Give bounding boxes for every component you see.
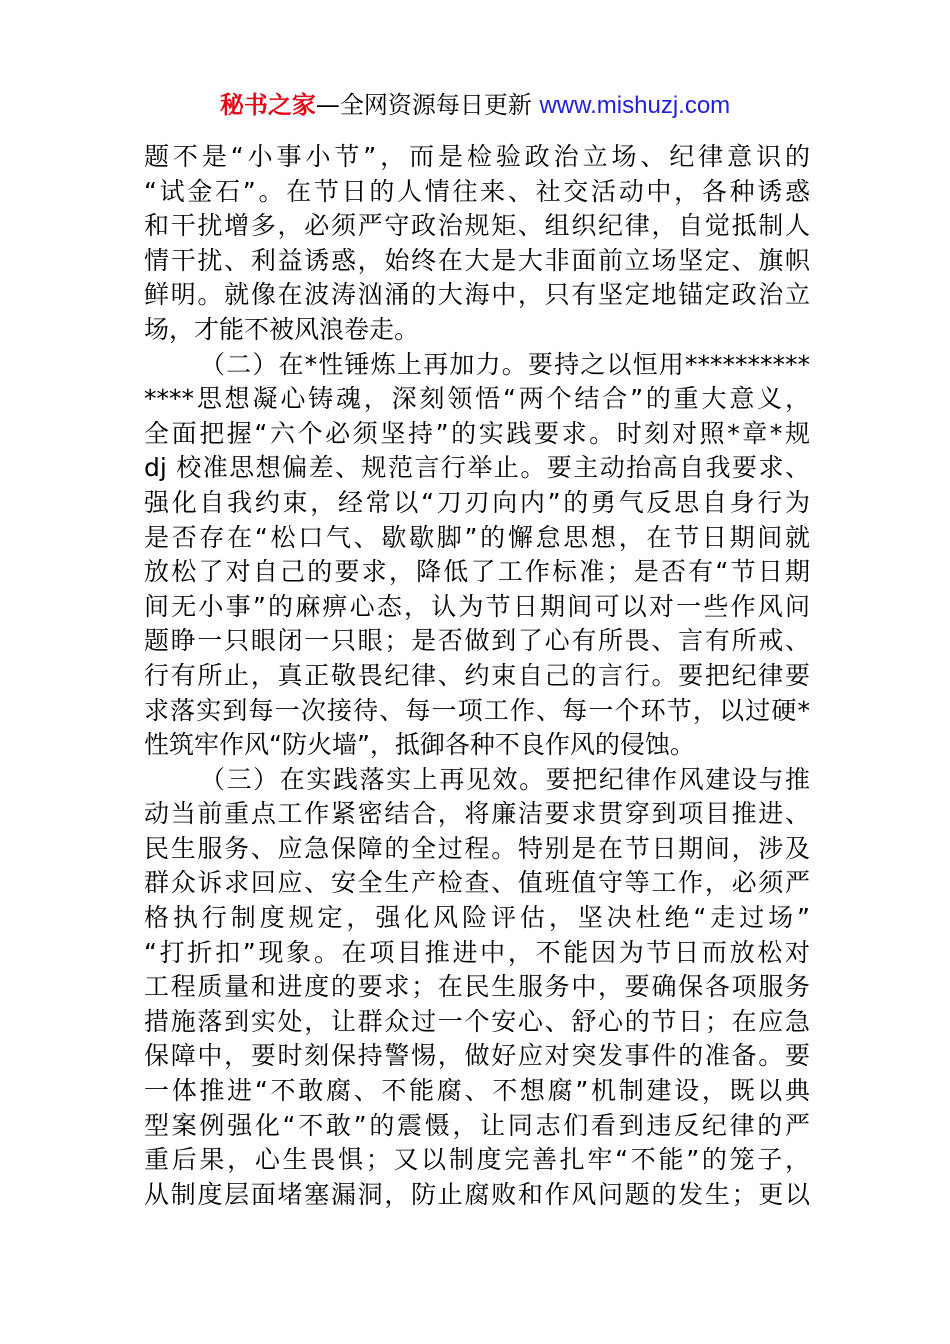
brand-name: 秘书之家	[219, 91, 316, 119]
text-line: 行有所止，真正敬畏纪律、约束自己的言行。要把纪律要	[144, 660, 810, 690]
text-line: 群众诉求回应、安全生产检查、值班值守等工作，必须严	[144, 868, 810, 898]
text-line: 间无小事”的麻痹心态，认为节日期间可以对一些作风问	[144, 591, 810, 621]
text-line: 工程质量和进度的要求；在民生服务中，要确保各项服务	[144, 972, 810, 1002]
text-line: dj 校准思想偏差、规范言行举止。要主动抬高自我要求、	[144, 453, 810, 483]
text-line: 一体推进“不敢腐、不能腐、不想腐”机制建设，既以典	[144, 1076, 810, 1106]
text-line: 格执行制度规定，强化风险评估，坚决杜绝“走过场”	[144, 903, 810, 933]
text-line: 性筑牢作风“防火墙”，抵御各种不良作风的侵蚀。	[144, 730, 695, 760]
text-line: ****思想凝心铸魂，深刻领悟“两个结合”的重大意义，	[144, 384, 810, 414]
text-line: 动当前重点工作紧密结合，将廉洁要求贯穿到项目推进、	[144, 799, 810, 829]
text-line: 和干扰增多，必须严守政治规矩、组织纪律，自觉抵制人	[144, 211, 810, 241]
text-line: 情干扰、利益诱惑，始终在大是大非面前立场坚定、旗帜	[144, 245, 810, 275]
text-line: 鲜明。就像在波涛汹涌的大海中，只有坚定地锚定政治立	[144, 280, 810, 310]
text-line: 题不是“小事小节”，而是检验政治立场、纪律意识的	[144, 142, 810, 171]
text-line: “试金石”。在节日的人情往来、社交活动中，各种诱惑	[144, 176, 810, 206]
text-line: 民生服务、应急保障的全过程。特别是在节日期间，涉及	[144, 833, 810, 863]
document-body	[144, 140, 810, 1212]
website-link[interactable]: www.mishuzj.com	[539, 92, 731, 119]
text-line: 重后果，心生畏惧；又以制度完善扎牢“不能”的笼子，	[144, 1145, 810, 1175]
text-line: 型案例强化“不敢”的震慑，让同志们看到违反纪律的严	[144, 1110, 810, 1140]
header-tagline: —全网资源每日更新	[315, 91, 532, 119]
text-line: 措施落到实处，让群众过一个安心、舒心的节日；在应急	[144, 1006, 810, 1036]
text-line: 场，才能不被风浪卷走。	[144, 314, 420, 344]
text-line: 放松了对自己的要求，降低了工作标准；是否有“节日期	[144, 557, 810, 587]
text-line: 题睁一只眼闭一只眼；是否做到了心有所畏、言有所戒、	[144, 626, 810, 656]
text-line: “打折扣”现象。在项目推进中，不能因为节日而放松对	[144, 937, 810, 967]
page-header	[0, 88, 950, 123]
section-heading-line: （二）在*性锤炼上再加力。要持之以恒用**********	[200, 349, 810, 379]
text-line: 是否存在“松口气、歇歇脚”的懈怠思想，在节日期间就	[144, 522, 810, 552]
text-line: 从制度层面堵塞漏洞，防止腐败和作风问题的发生；更以	[144, 1179, 810, 1209]
text-line: 全面把握“六个必须坚持”的实践要求。时刻对照*章*规	[144, 418, 810, 448]
text-line: 强化自我约束，经常以“刀刃向内”的勇气反思自身行为	[144, 487, 810, 517]
text-line: 求落实到每一次接待、每一项工作、每一个环节，以过硬*	[144, 695, 810, 725]
text-line: 保障中，要时刻保持警惕，做好应对突发事件的准备。要	[144, 1041, 810, 1071]
section-heading-line: （三）在实践落实上再见效。要把纪律作风建设与推	[200, 764, 810, 794]
